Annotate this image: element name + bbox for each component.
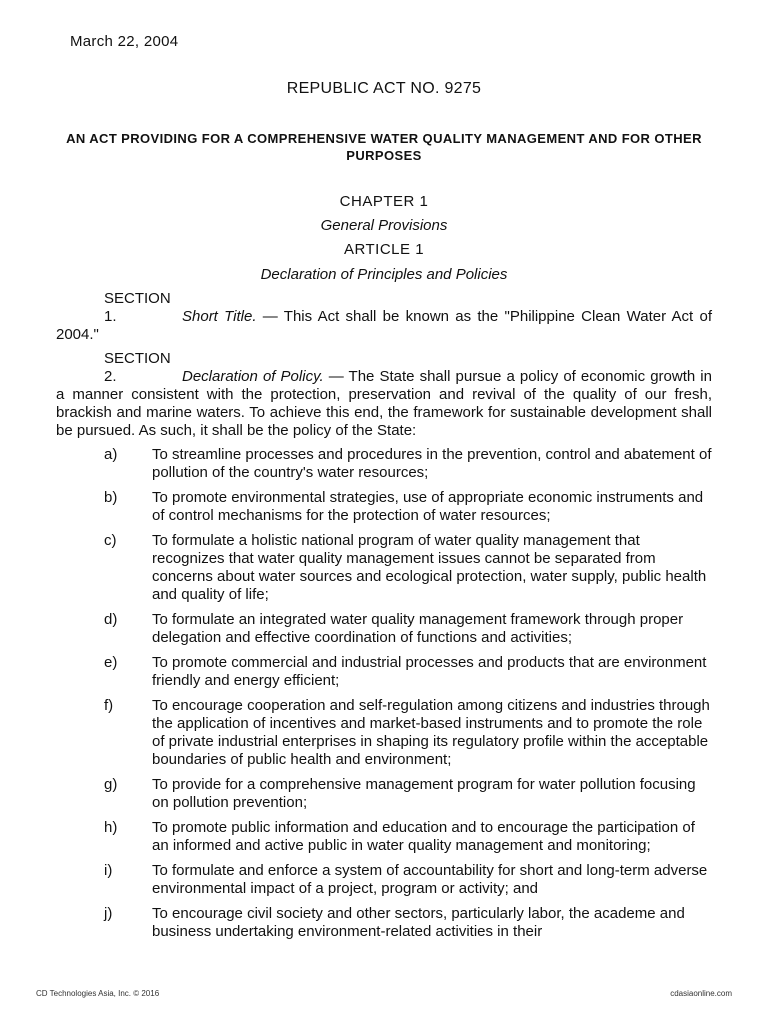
- act-number: REPUBLIC ACT NO. 9275: [286, 80, 482, 97]
- list-item-label: a): [104, 446, 118, 463]
- list-item-text: To provide for a comprehensive management program for water pollution focusing on pollution prevention;: [152, 776, 696, 811]
- list-item-text: To formulate an integrated water quality management framework through proper delegation and effective coordination of functions and activities;: [152, 611, 684, 646]
- list-item-label: f): [104, 697, 114, 714]
- list-item-text: To promote commercial and industrial processes and products that are environment friendly and energy efficient;: [152, 654, 707, 689]
- article-subtitle: Declaration of Principles and Policies: [260, 266, 508, 283]
- list-item-text: To encourage cooperation and self-regulation among citizens and industries through the application of incentives and market-based instruments and to promote the role of private industrial enterprises in shaping its regulatory profile within the acceptable boundaries of public health and environment;: [152, 697, 710, 768]
- section-1: [56, 290, 712, 344]
- list-item-text: To promote public information and education and to encourage the participation of an informed and active public in water quality management and monitoring;: [152, 819, 695, 854]
- footer-website-link[interactable]: cdasiaonline.com: [670, 989, 732, 998]
- list-item-label: c): [104, 532, 117, 549]
- list-item-label: i): [104, 862, 113, 879]
- list-item-label: e): [104, 654, 118, 671]
- list-item-label: h): [104, 819, 118, 836]
- section-2: [56, 350, 712, 440]
- policy-list: [56, 446, 712, 941]
- document-body: [56, 290, 712, 948]
- list-item: [56, 532, 712, 604]
- list-item-text: To formulate a holistic national program of water quality management that recognizes that water quality management issues cannot be separated from concerns about water sources and ecological protection, water supply, public health and quality of life;: [152, 532, 707, 603]
- section-text: — This Act shall be known as the "Philippine Clean Water Act of 2004.": [56, 308, 712, 343]
- article-heading: ARTICLE 1: [343, 241, 425, 258]
- list-item: [56, 862, 712, 898]
- footer-publisher: CD Technologies Asia, Inc. © 2016: [36, 989, 160, 998]
- section-title: Declaration of Policy.: [182, 368, 324, 385]
- list-item-text: To encourage civil society and other sectors, particularly labor, the academe and business undertaking environment-related activities in their: [152, 905, 685, 940]
- list-item: [56, 654, 712, 690]
- section-number: SECTION 1.: [104, 290, 171, 325]
- list-item: [56, 905, 712, 941]
- list-item-label: b): [104, 489, 118, 506]
- act-title: AN ACT PROVIDING FOR A COMPREHENSIVE WATER QUALITY MANAGEMENT AND FOR OTHER PURPOSES: [66, 131, 702, 163]
- list-item-label: d): [104, 611, 118, 628]
- list-item: [56, 489, 712, 525]
- section-title: Short Title.: [182, 308, 257, 325]
- list-item: [56, 446, 712, 482]
- list-item: [56, 697, 712, 769]
- section-number: SECTION 2.: [104, 350, 171, 385]
- section-text: — The State shall pursue a policy of economic growth in a manner consistent with the protection, preservation and revival of the quality of our fresh, brackish and marine waters. To achieve this end, the framework for sustainable development shall be pursued. As such, it shall be the policy of the State:: [56, 368, 712, 439]
- list-item-text: To streamline processes and procedures in the prevention, control and abatement of pollution of the country's water resources;: [152, 446, 712, 481]
- list-item: [56, 611, 712, 647]
- list-item: [56, 776, 712, 812]
- list-item-text: To promote environmental strategies, use of appropriate economic instruments and of control mechanisms for the protection of water resources;: [152, 489, 704, 524]
- list-item-text: To formulate and enforce a system of accountability for short and long-term adverse environmental impact of a project, program or activity; and: [152, 862, 708, 897]
- chapter-heading: CHAPTER 1: [339, 193, 429, 210]
- document-date: March 22, 2004: [70, 33, 179, 50]
- chapter-subtitle: General Provisions: [320, 217, 448, 234]
- list-item-label: j): [104, 905, 113, 922]
- list-item-label: g): [104, 776, 118, 793]
- list-item: [56, 819, 712, 855]
